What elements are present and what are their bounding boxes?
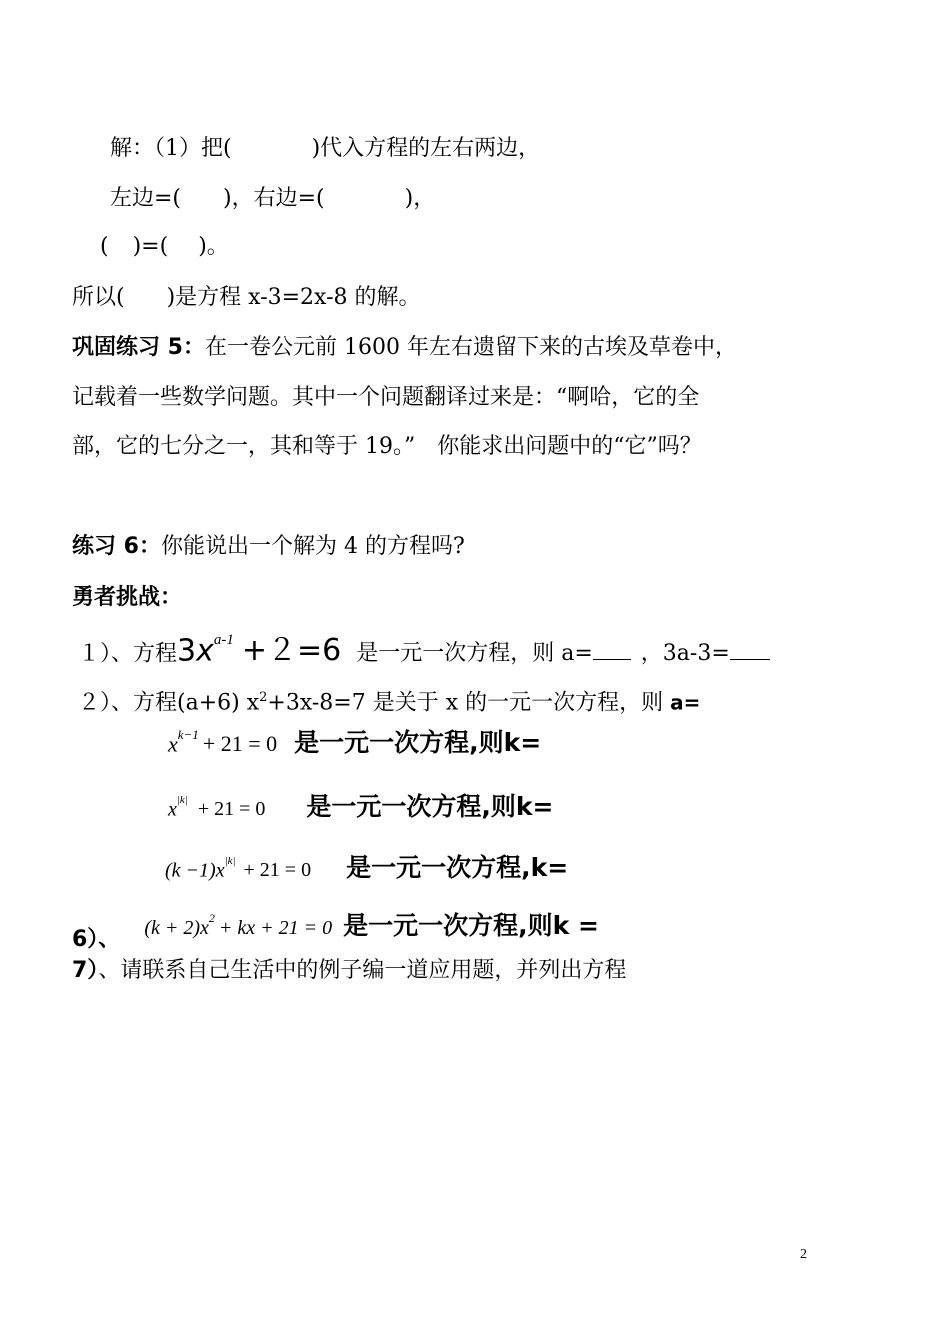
question-2 [78, 683, 700, 718]
exercise-5-line-1 [72, 333, 737, 363]
text: 是一元一次方程,则k= [294, 728, 542, 758]
equation-var: (k −1)x [165, 859, 225, 882]
exercise-5-label: 巩固练习 5： [72, 335, 205, 360]
text: 左边=( [110, 186, 182, 211]
text: )。 [198, 234, 229, 259]
equation-rest: +２=6 [241, 633, 342, 669]
equation-rest: + 21 = 0 [243, 859, 312, 882]
question-6-label: 6）、 [72, 927, 121, 953]
question-7 [72, 956, 626, 986]
line-solution-4 [72, 283, 421, 313]
equation-rest: + 21 = 0 [202, 731, 278, 757]
question-5 [165, 848, 568, 887]
exercise-5-line-2 [72, 383, 699, 413]
text: 是一元一次方程，则 a= [356, 641, 593, 667]
exercise-6 [72, 532, 465, 562]
challenge-heading: 勇者挑战： [72, 585, 183, 610]
text: ２）、方程(a+6) x [78, 690, 260, 716]
text: 解：（1）把( [110, 136, 232, 161]
text: +3x-8=7 是关于 x 的一元一次方程，则 [267, 690, 664, 716]
equation-var: x [168, 798, 177, 821]
equation-var: (k + 2)x [144, 917, 209, 940]
text: ( [100, 234, 109, 259]
text: ，3a-3= [640, 641, 730, 667]
question-4 [168, 787, 553, 826]
exercise-6-label: 练习 6： [72, 534, 161, 559]
text: 是一元一次方程,则k= [306, 792, 554, 822]
line-solution-1 [110, 134, 540, 164]
text: 在一卷公元前 1600 年左右遗留下来的古埃及草卷中， [204, 335, 737, 360]
text: )是方程 x-3=2x-8 的解。 [166, 285, 421, 310]
page-number: 2 [800, 1247, 807, 1262]
text: a= [670, 690, 701, 715]
text: )，右边=( [223, 186, 325, 211]
equation-var: x [168, 731, 178, 757]
text: )， [404, 186, 436, 211]
line-solution-3 [100, 232, 229, 262]
text: 你能说出一个解为 4 的方程吗? [160, 534, 465, 559]
text: 部，它的七分之一，其和等于 19。” 你能求出问题中的“它”吗？ [72, 434, 702, 459]
text: )=( [132, 234, 169, 259]
question-7-label: 7） [72, 958, 99, 983]
question-3 [168, 722, 541, 762]
equation-exponent: |k| [224, 855, 236, 867]
answer-blank [593, 637, 631, 660]
text: )代入方程的左右两边， [311, 136, 541, 161]
text: 记载着一些数学问题。其中一个问题翻译过来是：“啊哈，它的全 [72, 385, 700, 410]
equation-exponent: a-1 [213, 632, 234, 648]
equation-exponent: |k| [176, 794, 188, 806]
text: 所以( [72, 285, 125, 310]
text: １）、方程 [78, 641, 178, 667]
equation-rest: + 21 = 0 [197, 798, 266, 821]
equation-var: x [196, 633, 214, 669]
exercise-5-line-3 [72, 432, 702, 462]
answer-blank [730, 637, 770, 660]
text: 是一元一次方程,k= [346, 853, 569, 883]
superscript: 2 [259, 690, 268, 705]
text: 、请联系自己生活中的例子编一道应用题，并列出方程 [98, 958, 627, 983]
equation-rest: + kx + 21 = 0 [218, 917, 333, 940]
equation-coef: 3 [177, 633, 197, 669]
equation-exponent: k−1 [177, 727, 199, 742]
text: 是一元一次方程,则k = [343, 911, 599, 941]
line-solution-2 [110, 184, 435, 214]
equation-exponent: 2 [208, 911, 215, 925]
question-6 [72, 905, 599, 953]
question-1 [78, 628, 770, 674]
